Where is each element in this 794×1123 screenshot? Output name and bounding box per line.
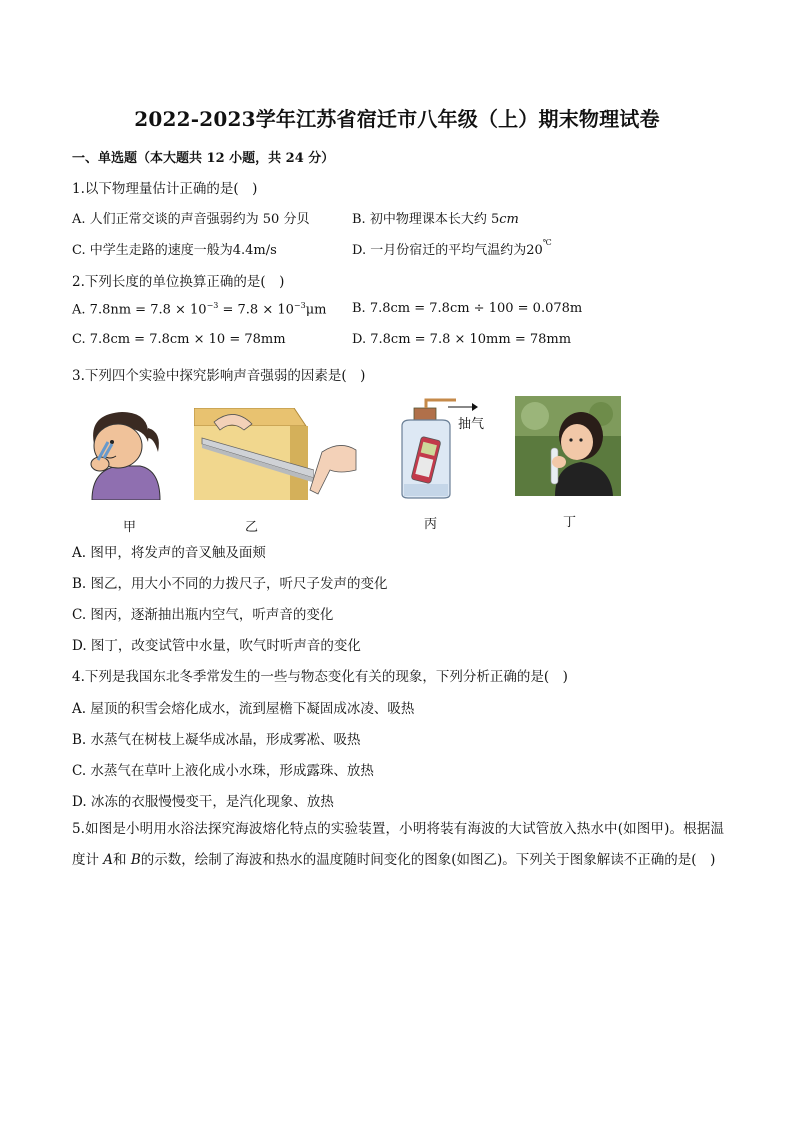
q4-option-d: D. 冰冻的衣服慢慢变干，是汽化现象、放热 [72,794,334,810]
q1-option-b: B. 初中物理课本长大约 5cm [352,212,519,227]
caption-ding: 丁 [563,515,577,530]
q4-option-a: A. 屋顶的积雪会熔化成水，流到屋檐下凝固成冰凌、吸热 [72,701,415,717]
exam-title: 2022-2023学年江苏省宿迁市八年级（上）期末物理试卷 [134,107,660,131]
caption-jia: 甲 [123,520,137,535]
figure-yi-ruler-image [194,408,314,500]
figure-jia-tuning-fork-image [78,408,164,500]
q1-option-d: D. 一月份宿迁的平均气温约为20℃ [352,237,552,258]
q2-stem: 2.下列长度的单位换算正确的是( ) [72,274,285,290]
q4-option-c: C. 水蒸气在草叶上液化成小水珠，形成露珠、放热 [72,763,374,779]
q3-option-d: D. 图丁，改变试管中水量，吹气时听声音的变化 [72,638,361,654]
q2-option-a: A. $7.8nm = 7.8 \times 10^{-3} = 7.8 \times 10^{-3}\mu m$ [72,301,327,318]
q1-option-a: A. 人们正常交谈的声音强弱约为 50 分贝 [72,212,310,227]
q4-stem: 4.下列是我国东北冬季常发生的一些与物态变化有关的现象，下列分析正确的是( ) [72,669,568,685]
q3-option-a: A. 图甲，将发声的音叉触及面颊 [72,545,266,561]
q2-option-c: C. 7.8cm = 7.8cm × 10 = 78mm [72,332,286,347]
q4-option-b: B. 水蒸气在树枝上凝华成冰晶，形成雾凇、吸热 [72,732,361,748]
caption-yi: 乙 [245,520,259,535]
arrow-right-icon [448,402,478,412]
figure-bing-bell-jar-image [396,398,460,500]
pump-label: 抽气 [458,417,485,432]
figure-yi-hand-icon [300,430,360,498]
q1-stem: 1.以下物理量估计正确的是( ) [72,181,258,197]
q3-option-c: C. 图丙，逐渐抽出瓶内空气，听声音的变化 [72,607,334,623]
caption-bing: 丙 [424,517,438,532]
figure-ding-child-photo [515,396,621,496]
q5-stem: 5.如图是小明用水浴法探究海波熔化特点的实验装置，小明将装有海波的大试管放入热水中(如图甲)。根据温度计 A和 B的示数，绘制了海波和热水的温度随时间变化的图象(如图乙)。下列关于图象解读不正确的是( ) [72,821,724,868]
section-heading: 一、单选题（本大题共 12 小题，共 24 分） [72,151,335,166]
q3-option-b: B. 图乙，用大小不同的力拨尺子，听尺子发声的变化 [72,576,388,592]
q1-option-c: C. 中学生走路的速度一般为4.4m/s [72,243,277,258]
q3-stem: 3.下列四个实验中探究影响声音强弱的因素是( ) [72,368,366,384]
q2-option-d: D. 7.8cm = 7.8 × 10mm = 78mm [352,332,572,347]
q2-option-b: B. 7.8cm = 7.8cm ÷ 100 = 0.078m [352,301,583,316]
